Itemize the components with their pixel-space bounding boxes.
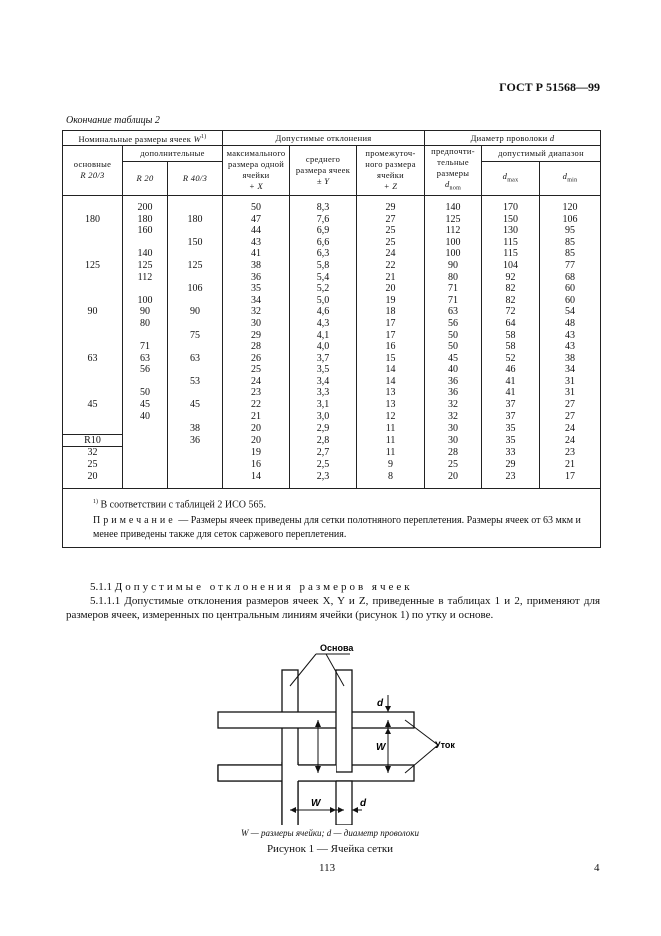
table-cell — [168, 387, 223, 399]
table-cell: 2,5 — [290, 459, 357, 471]
header-dmin: $d_{min}$ — [540, 162, 601, 196]
table-cell: 26 — [223, 352, 290, 364]
table-cell — [123, 422, 168, 434]
table-cell — [63, 364, 123, 376]
table-cell: 25 — [223, 364, 290, 376]
table-cell: 32 — [63, 447, 123, 459]
label-d-horizontal: d — [360, 798, 367, 809]
header-wire: Диаметр проволоки d — [425, 131, 601, 146]
header-r40: R 40/3 — [168, 162, 223, 196]
table-cell — [63, 271, 123, 283]
table-caption: Окончание таблицы 2 — [66, 115, 160, 126]
table-cell: 45 — [168, 399, 223, 411]
table-cell: 28 — [223, 341, 290, 353]
table-cell: 19 — [223, 447, 290, 459]
table-note: Примечание — Размеры ячеек приведены для сетки полотняного переплетения. Размеры ячеек от 63 мкм и менее приведены также для сеток саржевого переплетения. — [93, 515, 581, 541]
table-cell: 31 — [540, 387, 601, 399]
table-row — [63, 352, 601, 364]
table-cell — [168, 271, 223, 283]
table-cell: 25 — [425, 459, 482, 471]
table-cell — [63, 236, 123, 248]
table-cell: 27 — [540, 399, 601, 411]
table-cell: 41 — [482, 387, 540, 399]
table-cell — [168, 248, 223, 260]
table-cell: 29 — [482, 459, 540, 471]
table-cell: 16 — [357, 341, 425, 353]
table-cell: 115 — [482, 248, 540, 260]
table-cell: 3,7 — [290, 352, 357, 364]
table-cell — [168, 341, 223, 353]
table-cell: 3,5 — [290, 364, 357, 376]
table-cell: 40 — [425, 364, 482, 376]
table-cell: 16 — [223, 459, 290, 471]
table-cell: 4,3 — [290, 318, 357, 330]
table-cell: 38 — [540, 352, 601, 364]
table-cell: 106 — [168, 283, 223, 295]
table-cell: 27 — [357, 213, 425, 225]
table-cell: 60 — [540, 283, 601, 295]
table-cell: 24 — [540, 422, 601, 434]
table-cell: 46 — [482, 364, 540, 376]
table-row — [63, 318, 601, 330]
table-row — [63, 306, 601, 318]
table-row — [63, 387, 601, 399]
table-cell: 125 — [168, 260, 223, 272]
header-additional: дополнительные — [123, 146, 223, 162]
table-cell: 100 — [123, 294, 168, 306]
table-cell — [63, 410, 123, 422]
table-cell: 43 — [540, 329, 601, 341]
table-cell — [63, 294, 123, 306]
label-d-vertical: d — [377, 698, 384, 709]
table-cell: 11 — [357, 422, 425, 434]
table-cell — [63, 225, 123, 237]
header-range: допустимый диапазон — [482, 146, 601, 162]
table-cell: 82 — [482, 283, 540, 295]
table-cell: 130 — [482, 225, 540, 237]
table-row — [63, 329, 601, 341]
table-cell — [63, 341, 123, 353]
table-cell: 30 — [425, 422, 482, 434]
table-cell: 50 — [425, 341, 482, 353]
table-cell: 33 — [482, 447, 540, 459]
table-cell: 22 — [357, 260, 425, 272]
table-cell: 5,2 — [290, 283, 357, 295]
table-cell: 4,1 — [290, 329, 357, 341]
table-cell-empty — [123, 459, 168, 471]
table-cell: 160 — [123, 225, 168, 237]
table-cell — [63, 318, 123, 330]
table-cell — [63, 387, 123, 399]
table-cell — [63, 376, 123, 388]
table-cell: 80 — [123, 318, 168, 330]
header-preferred: предпочти-тельные размеры $d_{nom}$ — [425, 146, 482, 196]
table-cell: 3,0 — [290, 410, 357, 422]
table-cell: 90 — [425, 260, 482, 272]
table-cell: 80 — [425, 271, 482, 283]
label-weft: Уток — [435, 740, 455, 750]
table-cell: 104 — [482, 260, 540, 272]
table-cell: 36 — [168, 434, 223, 447]
table-cell: 90 — [168, 306, 223, 318]
table-cell: 36 — [425, 376, 482, 388]
table-cell: 112 — [425, 225, 482, 237]
table-cell: 58 — [482, 329, 540, 341]
table-row — [63, 341, 601, 353]
table-cell: 20 — [223, 422, 290, 434]
table-cell: 41 — [482, 376, 540, 388]
header-mean: среднего размера ячеек ± Y — [290, 146, 357, 196]
label-w-vertical: W — [376, 742, 386, 753]
table-row — [63, 202, 601, 214]
table-cell: 23 — [540, 447, 601, 459]
table-cell: 36 — [223, 271, 290, 283]
table-cell: 90 — [63, 306, 123, 318]
table-cell: 100 — [425, 236, 482, 248]
table-cell: 71 — [425, 294, 482, 306]
table-cell: 24 — [223, 376, 290, 388]
table-cell: 35 — [482, 434, 540, 447]
table-cell: 13 — [357, 387, 425, 399]
table-cell: 50 — [223, 202, 290, 214]
table-cell: 92 — [482, 271, 540, 283]
table-cell: 8 — [357, 470, 425, 482]
table-row — [63, 213, 601, 225]
table-row — [63, 364, 601, 376]
table-cell: R10 — [63, 434, 123, 447]
label-w-horizontal: W — [311, 798, 321, 809]
sheet-number: 4 — [594, 862, 600, 874]
table-cell: 11 — [357, 447, 425, 459]
table-cell: 45 — [63, 399, 123, 411]
table-cell-empty — [168, 447, 223, 459]
table-cell: 21 — [223, 410, 290, 422]
table-cell: 47 — [223, 213, 290, 225]
table-body — [63, 202, 601, 434]
table-cell-empty — [168, 459, 223, 471]
header-nominal: Номинальные размеры ячеек $W^{1)}$ — [63, 131, 223, 146]
table-row — [63, 225, 601, 237]
table-cell: 63 — [425, 306, 482, 318]
table-cell: 60 — [540, 294, 601, 306]
table-cell: 52 — [482, 352, 540, 364]
table-row — [63, 271, 601, 283]
table-cell: 17 — [540, 470, 601, 482]
table-cell: 37 — [482, 410, 540, 422]
table-cell: 34 — [223, 294, 290, 306]
table-row — [63, 236, 601, 248]
table-cell: 43 — [540, 341, 601, 353]
table-cell: 5,0 — [290, 294, 357, 306]
table-cell: 22 — [223, 399, 290, 411]
table-cell: 43 — [223, 236, 290, 248]
table-cell: 41 — [223, 248, 290, 260]
header-main: основные R 20/3 — [63, 146, 123, 196]
mesh-size-table — [62, 130, 601, 548]
table-cell: 27 — [540, 410, 601, 422]
table-cell: 63 — [63, 352, 123, 364]
footnote: $^{1)}$ В соответствии с таблицей 2 ИСО 565. — [93, 498, 266, 511]
table-cell: 23 — [223, 387, 290, 399]
document-code: ГОСТ Р 51568—99 — [499, 80, 600, 94]
table-cell: 75 — [168, 329, 223, 341]
warp-wire-2-lower — [336, 781, 352, 825]
table-cell: 7,6 — [290, 213, 357, 225]
table-cell: 45 — [123, 399, 168, 411]
table-cell: 35 — [223, 283, 290, 295]
header-tolerances: Допустимые отклонения — [223, 131, 425, 146]
table-cell: 32 — [223, 306, 290, 318]
table-cell: 18 — [357, 306, 425, 318]
table-cell: 68 — [540, 271, 601, 283]
table-cell: 12 — [357, 410, 425, 422]
table-cell — [63, 248, 123, 260]
table-cell — [168, 225, 223, 237]
table-row — [63, 376, 601, 388]
table-cell: 170 — [482, 202, 540, 214]
table-cell: 23 — [482, 470, 540, 482]
figure-caption: Рисунок 1 — Ячейка сетки — [266, 843, 394, 855]
header-dmax: $d_{max}$ — [482, 162, 540, 196]
header-r20: R 20 — [123, 162, 168, 196]
table-cell — [123, 376, 168, 388]
header-intermediate: промежуточ-ного размера ячейки + Z — [357, 146, 425, 196]
table-cell: 125 — [123, 260, 168, 272]
table-cell: 2,3 — [290, 470, 357, 482]
table-cell: 21 — [357, 271, 425, 283]
table-body-r10 — [63, 447, 601, 482]
table-cell: 14 — [357, 376, 425, 388]
table-cell: 36 — [425, 387, 482, 399]
table-row — [63, 248, 601, 260]
table-cell: 17 — [357, 329, 425, 341]
table-cell: 112 — [123, 271, 168, 283]
label-warp: Основа — [320, 643, 354, 653]
figure-legend: W — размеры ячейки; d — диаметр проволоки — [240, 828, 420, 838]
table-cell — [168, 202, 223, 214]
table-cell: 24 — [357, 248, 425, 260]
table-cell: 34 — [540, 364, 601, 376]
table-cell: 30 — [425, 434, 482, 447]
table-cell: 6,9 — [290, 225, 357, 237]
table-row-r10 — [63, 434, 601, 447]
table-cell: 30 — [223, 318, 290, 330]
table-cell: 85 — [540, 248, 601, 260]
table-row — [63, 260, 601, 272]
table-cell: 24 — [540, 434, 601, 447]
page-number: 113 — [319, 862, 336, 874]
table-cell — [168, 318, 223, 330]
table-cell: 9 — [357, 459, 425, 471]
table-cell: 58 — [482, 341, 540, 353]
table-cell: 50 — [425, 329, 482, 341]
table-cell: 25 — [357, 225, 425, 237]
table-cell: 28 — [425, 447, 482, 459]
table-cell: 20 — [223, 434, 290, 447]
table-cell: 11 — [357, 434, 425, 447]
table-cell: 77 — [540, 260, 601, 272]
table-cell: 4,0 — [290, 341, 357, 353]
table-cell: 50 — [123, 387, 168, 399]
table-cell: 53 — [168, 376, 223, 388]
table-cell: 72 — [482, 306, 540, 318]
table-cell: 71 — [123, 341, 168, 353]
table-row — [63, 422, 601, 434]
table-cell: 115 — [482, 236, 540, 248]
table-cell — [123, 434, 168, 447]
table-row — [63, 410, 601, 422]
table-cell — [63, 329, 123, 341]
mesh-cell-figure — [190, 640, 480, 825]
table-cell: 125 — [425, 213, 482, 225]
table-cell: 2,8 — [290, 434, 357, 447]
table-cell: 45 — [425, 352, 482, 364]
table-cell: 44 — [223, 225, 290, 237]
table-cell: 15 — [357, 352, 425, 364]
table-cell: 6,3 — [290, 248, 357, 260]
table-cell: 125 — [63, 260, 123, 272]
table-cell — [63, 283, 123, 295]
table-cell — [168, 364, 223, 376]
table-cell — [168, 410, 223, 422]
table-cell: 32 — [425, 399, 482, 411]
table-cell: 35 — [482, 422, 540, 434]
section-paragraph: 5.1.1.1 Допустимые отклонения размеров ячеек X, Y и Z, приведенные в таблицах 1 и 2, применяют для размеров ячеек, измеренных по центральным линиям ячейки (рисунок 1) по утку и основе. — [66, 595, 600, 621]
table-cell: 150 — [482, 213, 540, 225]
table-cell: 3,3 — [290, 387, 357, 399]
table-cell: 90 — [123, 306, 168, 318]
table-cell: 82 — [482, 294, 540, 306]
table-cell: 40 — [123, 410, 168, 422]
table-cell: 5,8 — [290, 260, 357, 272]
table-cell: 3,4 — [290, 376, 357, 388]
table-cell — [63, 422, 123, 434]
table-cell: 2,9 — [290, 422, 357, 434]
table-notes — [63, 488, 601, 547]
table-cell: 63 — [123, 352, 168, 364]
table-cell: 200 — [123, 202, 168, 214]
table-cell: 19 — [357, 294, 425, 306]
table-cell: 48 — [540, 318, 601, 330]
table-cell — [63, 202, 123, 214]
table-cell: 180 — [168, 213, 223, 225]
table-cell: 6,6 — [290, 236, 357, 248]
table-cell-empty — [123, 447, 168, 459]
section-heading: 5.1.1 Допустимые отклонения размеров ячеек — [90, 581, 413, 593]
table-cell — [123, 236, 168, 248]
table-cell: 29 — [223, 329, 290, 341]
table-cell: 20 — [357, 283, 425, 295]
table-cell: 56 — [123, 364, 168, 376]
table-cell: 8,3 — [290, 202, 357, 214]
table-cell: 5,4 — [290, 271, 357, 283]
table-cell: 37 — [482, 399, 540, 411]
table-cell: 38 — [223, 260, 290, 272]
table-row — [63, 470, 601, 482]
table-row — [63, 459, 601, 471]
table-cell: 64 — [482, 318, 540, 330]
table-cell: 20 — [63, 470, 123, 482]
table-row — [63, 447, 601, 459]
table-cell — [123, 329, 168, 341]
table-cell: 63 — [168, 352, 223, 364]
table-cell: 180 — [123, 213, 168, 225]
table-cell: 95 — [540, 225, 601, 237]
table-cell: 120 — [540, 202, 601, 214]
table-row — [63, 294, 601, 306]
table-cell: 21 — [540, 459, 601, 471]
table-cell-empty — [168, 470, 223, 482]
table-cell: 100 — [425, 248, 482, 260]
table-cell: 25 — [63, 459, 123, 471]
table-cell: 14 — [223, 470, 290, 482]
table-cell: 25 — [357, 236, 425, 248]
table-row — [63, 283, 601, 295]
table-cell: 56 — [425, 318, 482, 330]
table-cell: 29 — [357, 202, 425, 214]
header-max-single: максимального размера одной ячейки + X — [223, 146, 290, 196]
table-cell: 31 — [540, 376, 601, 388]
table-cell: 38 — [168, 422, 223, 434]
table-cell: 180 — [63, 213, 123, 225]
table-cell: 150 — [168, 236, 223, 248]
table-cell: 13 — [357, 399, 425, 411]
table-cell — [123, 283, 168, 295]
table-cell: 20 — [425, 470, 482, 482]
table-cell — [168, 294, 223, 306]
table-cell: 140 — [425, 202, 482, 214]
table-cell-empty — [123, 470, 168, 482]
table-cell: 71 — [425, 283, 482, 295]
table-row — [63, 399, 601, 411]
table-cell: 140 — [123, 248, 168, 260]
table-cell: 32 — [425, 410, 482, 422]
table-cell: 4,6 — [290, 306, 357, 318]
table-cell: 14 — [357, 364, 425, 376]
table-cell: 2,7 — [290, 447, 357, 459]
table-cell: 17 — [357, 318, 425, 330]
table-cell: 54 — [540, 306, 601, 318]
table-cell: 85 — [540, 236, 601, 248]
table-cell: 3,1 — [290, 399, 357, 411]
table-cell: 106 — [540, 213, 601, 225]
